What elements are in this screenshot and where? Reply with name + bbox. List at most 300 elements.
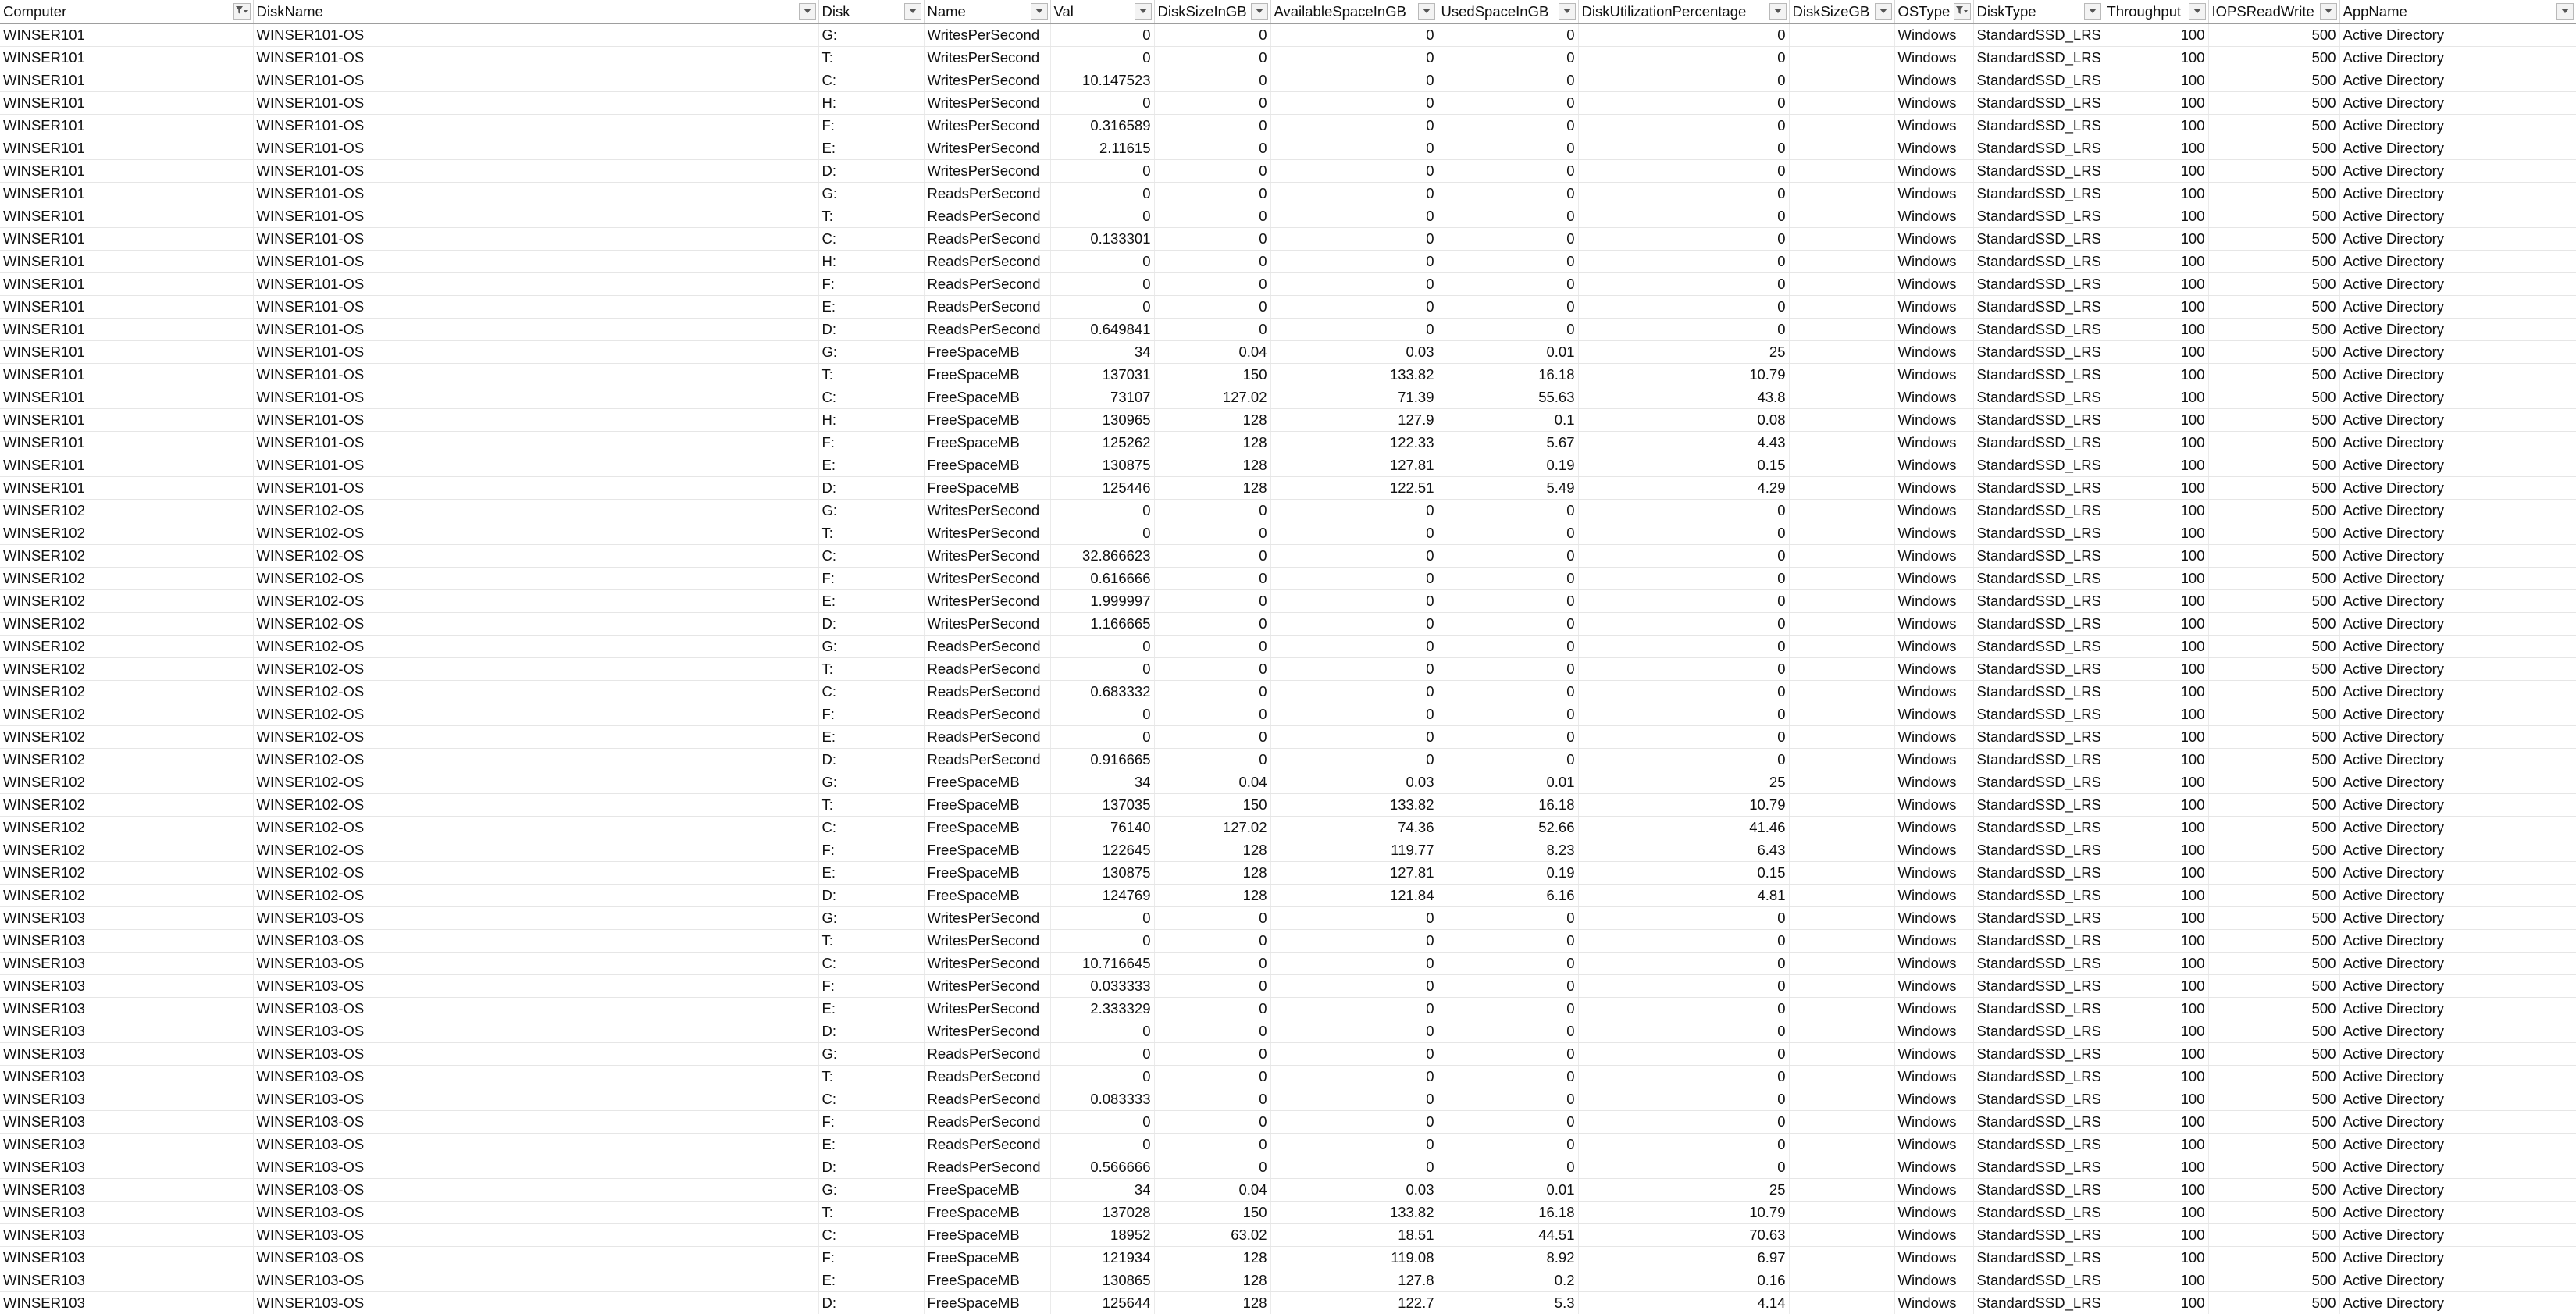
cell-appname[interactable]: Active Directory bbox=[2339, 115, 2576, 137]
cell-disksizeingb[interactable]: 0 bbox=[1154, 115, 1270, 137]
cell-availablespaceingb[interactable]: 18.51 bbox=[1270, 1224, 1438, 1247]
cell-disksizeingb[interactable]: 0 bbox=[1154, 251, 1270, 273]
cell-disksizeingb[interactable]: 0 bbox=[1154, 183, 1270, 205]
cell-disk[interactable]: F: bbox=[818, 703, 924, 726]
cell-diskutilizationpercentage[interactable]: 0 bbox=[1578, 726, 1789, 749]
cell-usedspaceingb[interactable]: 0 bbox=[1438, 228, 1578, 251]
cell-usedspaceingb[interactable]: 8.23 bbox=[1438, 839, 1578, 862]
cell-availablespaceingb[interactable]: 127.9 bbox=[1270, 409, 1438, 432]
cell-name[interactable]: WritesPerSecond bbox=[924, 500, 1050, 522]
cell-disktype[interactable]: StandardSSD_LRS bbox=[1973, 975, 2104, 998]
cell-name[interactable]: WritesPerSecond bbox=[924, 115, 1050, 137]
cell-disktype[interactable]: StandardSSD_LRS bbox=[1973, 998, 2104, 1020]
cell-appname[interactable]: Active Directory bbox=[2339, 160, 2576, 183]
cell-iopsreadwrite[interactable]: 500 bbox=[2208, 23, 2339, 47]
cell-disksizeingb[interactable]: 0 bbox=[1154, 907, 1270, 930]
cell-computer[interactable]: WINSER101 bbox=[0, 273, 253, 296]
cell-val[interactable]: 10.716645 bbox=[1050, 953, 1154, 975]
cell-name[interactable]: ReadsPerSecond bbox=[924, 1156, 1050, 1179]
cell-disksizeingb[interactable]: 0 bbox=[1154, 545, 1270, 568]
cell-diskname[interactable]: WINSER101-OS bbox=[253, 409, 818, 432]
cell-disksizeingb[interactable]: 128 bbox=[1154, 432, 1270, 454]
cell-val[interactable]: 0 bbox=[1050, 273, 1154, 296]
cell-name[interactable]: WritesPerSecond bbox=[924, 613, 1050, 636]
cell-iopsreadwrite[interactable]: 500 bbox=[2208, 681, 2339, 703]
cell-disktype[interactable]: StandardSSD_LRS bbox=[1973, 590, 2104, 613]
cell-disk[interactable]: T: bbox=[818, 205, 924, 228]
cell-ostype[interactable]: Windows bbox=[1894, 817, 1973, 839]
cell-appname[interactable]: Active Directory bbox=[2339, 183, 2576, 205]
cell-ostype[interactable]: Windows bbox=[1894, 590, 1973, 613]
cell-disk[interactable]: D: bbox=[818, 613, 924, 636]
cell-name[interactable]: WritesPerSecond bbox=[924, 590, 1050, 613]
cell-disksizegb[interactable] bbox=[1789, 703, 1894, 726]
cell-diskutilizationpercentage[interactable]: 0 bbox=[1578, 636, 1789, 658]
cell-disksizegb[interactable] bbox=[1789, 47, 1894, 69]
cell-diskname[interactable]: WINSER102-OS bbox=[253, 726, 818, 749]
cell-name[interactable]: ReadsPerSecond bbox=[924, 1066, 1050, 1088]
cell-disk[interactable]: D: bbox=[818, 1020, 924, 1043]
cell-val[interactable]: 0 bbox=[1050, 1134, 1154, 1156]
cell-availablespaceingb[interactable]: 0 bbox=[1270, 1134, 1438, 1156]
cell-availablespaceingb[interactable]: 127.8 bbox=[1270, 1269, 1438, 1292]
cell-availablespaceingb[interactable]: 133.82 bbox=[1270, 364, 1438, 386]
cell-val[interactable]: 0.649841 bbox=[1050, 319, 1154, 341]
cell-computer[interactable]: WINSER102 bbox=[0, 522, 253, 545]
cell-ostype[interactable]: Windows bbox=[1894, 296, 1973, 319]
cell-disktype[interactable]: StandardSSD_LRS bbox=[1973, 771, 2104, 794]
cell-computer[interactable]: WINSER103 bbox=[0, 1224, 253, 1247]
cell-disksizegb[interactable] bbox=[1789, 1269, 1894, 1292]
cell-disksizeingb[interactable]: 0 bbox=[1154, 930, 1270, 953]
cell-val[interactable]: 137031 bbox=[1050, 364, 1154, 386]
cell-appname[interactable]: Active Directory bbox=[2339, 907, 2576, 930]
cell-iopsreadwrite[interactable]: 500 bbox=[2208, 409, 2339, 432]
cell-name[interactable]: ReadsPerSecond bbox=[924, 1043, 1050, 1066]
cell-appname[interactable]: Active Directory bbox=[2339, 862, 2576, 885]
cell-iopsreadwrite[interactable]: 500 bbox=[2208, 273, 2339, 296]
cell-iopsreadwrite[interactable]: 500 bbox=[2208, 862, 2339, 885]
cell-name[interactable]: WritesPerSecond bbox=[924, 137, 1050, 160]
cell-val[interactable]: 0 bbox=[1050, 296, 1154, 319]
cell-computer[interactable]: WINSER103 bbox=[0, 1134, 253, 1156]
cell-iopsreadwrite[interactable]: 500 bbox=[2208, 726, 2339, 749]
cell-computer[interactable]: WINSER103 bbox=[0, 1066, 253, 1088]
cell-throughput[interactable]: 100 bbox=[2104, 1224, 2208, 1247]
cell-diskutilizationpercentage[interactable]: 6.43 bbox=[1578, 839, 1789, 862]
cell-disktype[interactable]: StandardSSD_LRS bbox=[1973, 522, 2104, 545]
cell-usedspaceingb[interactable]: 0 bbox=[1438, 658, 1578, 681]
cell-disksizegb[interactable] bbox=[1789, 613, 1894, 636]
cell-val[interactable]: 0 bbox=[1050, 1066, 1154, 1088]
cell-throughput[interactable]: 100 bbox=[2104, 885, 2208, 907]
cell-usedspaceingb[interactable]: 0.19 bbox=[1438, 862, 1578, 885]
cell-throughput[interactable]: 100 bbox=[2104, 1020, 2208, 1043]
cell-throughput[interactable]: 100 bbox=[2104, 500, 2208, 522]
cell-disksizegb[interactable] bbox=[1789, 1088, 1894, 1111]
cell-appname[interactable]: Active Directory bbox=[2339, 409, 2576, 432]
cell-val[interactable]: 0 bbox=[1050, 726, 1154, 749]
cell-val[interactable]: 125644 bbox=[1050, 1292, 1154, 1314]
cell-disksizegb[interactable] bbox=[1789, 319, 1894, 341]
column-header-disktype[interactable] bbox=[1973, 0, 2104, 23]
cell-iopsreadwrite[interactable]: 500 bbox=[2208, 1224, 2339, 1247]
cell-disksizeingb[interactable]: 0 bbox=[1154, 658, 1270, 681]
cell-diskname[interactable]: WINSER101-OS bbox=[253, 137, 818, 160]
cell-disksizegb[interactable] bbox=[1789, 1179, 1894, 1202]
cell-name[interactable]: ReadsPerSecond bbox=[924, 703, 1050, 726]
cell-appname[interactable]: Active Directory bbox=[2339, 273, 2576, 296]
cell-iopsreadwrite[interactable]: 500 bbox=[2208, 613, 2339, 636]
cell-throughput[interactable]: 100 bbox=[2104, 205, 2208, 228]
cell-ostype[interactable]: Windows bbox=[1894, 1020, 1973, 1043]
cell-disksizegb[interactable] bbox=[1789, 386, 1894, 409]
cell-disktype[interactable]: StandardSSD_LRS bbox=[1973, 92, 2104, 115]
cell-name[interactable]: FreeSpaceMB bbox=[924, 1247, 1050, 1269]
cell-diskutilizationpercentage[interactable]: 0 bbox=[1578, 69, 1789, 92]
cell-computer[interactable]: WINSER103 bbox=[0, 1111, 253, 1134]
cell-disktype[interactable]: StandardSSD_LRS bbox=[1973, 1088, 2104, 1111]
cell-disksizeingb[interactable]: 0 bbox=[1154, 296, 1270, 319]
cell-appname[interactable]: Active Directory bbox=[2339, 590, 2576, 613]
cell-disksizeingb[interactable]: 63.02 bbox=[1154, 1224, 1270, 1247]
cell-disk[interactable]: F: bbox=[818, 1111, 924, 1134]
cell-diskname[interactable]: WINSER103-OS bbox=[253, 1088, 818, 1111]
cell-diskname[interactable]: WINSER102-OS bbox=[253, 500, 818, 522]
cell-usedspaceingb[interactable]: 55.63 bbox=[1438, 386, 1578, 409]
cell-diskutilizationpercentage[interactable]: 0 bbox=[1578, 930, 1789, 953]
cell-disksizeingb[interactable]: 150 bbox=[1154, 1202, 1270, 1224]
cell-iopsreadwrite[interactable]: 500 bbox=[2208, 568, 2339, 590]
cell-availablespaceingb[interactable]: 0.03 bbox=[1270, 1179, 1438, 1202]
column-header-usedspaceingb[interactable] bbox=[1438, 0, 1578, 23]
cell-throughput[interactable]: 100 bbox=[2104, 1043, 2208, 1066]
cell-throughput[interactable]: 100 bbox=[2104, 160, 2208, 183]
cell-computer[interactable]: WINSER101 bbox=[0, 92, 253, 115]
cell-disk[interactable]: E: bbox=[818, 1269, 924, 1292]
cell-availablespaceingb[interactable]: 0 bbox=[1270, 69, 1438, 92]
cell-availablespaceingb[interactable]: 122.51 bbox=[1270, 477, 1438, 500]
cell-throughput[interactable]: 100 bbox=[2104, 1134, 2208, 1156]
cell-disksizegb[interactable] bbox=[1789, 953, 1894, 975]
cell-availablespaceingb[interactable]: 121.84 bbox=[1270, 885, 1438, 907]
cell-appname[interactable]: Active Directory bbox=[2339, 1202, 2576, 1224]
cell-diskname[interactable]: WINSER101-OS bbox=[253, 183, 818, 205]
filter-dropdown-button[interactable] bbox=[1031, 3, 1048, 20]
cell-disksizeingb[interactable]: 0 bbox=[1154, 1020, 1270, 1043]
cell-name[interactable]: ReadsPerSecond bbox=[924, 205, 1050, 228]
cell-availablespaceingb[interactable]: 0 bbox=[1270, 613, 1438, 636]
filter-dropdown-button[interactable] bbox=[2556, 3, 2574, 20]
cell-name[interactable]: FreeSpaceMB bbox=[924, 1292, 1050, 1314]
cell-ostype[interactable]: Windows bbox=[1894, 1156, 1973, 1179]
cell-appname[interactable]: Active Directory bbox=[2339, 1066, 2576, 1088]
cell-disktype[interactable]: StandardSSD_LRS bbox=[1973, 23, 2104, 47]
cell-diskutilizationpercentage[interactable]: 0 bbox=[1578, 613, 1789, 636]
cell-ostype[interactable]: Windows bbox=[1894, 69, 1973, 92]
cell-usedspaceingb[interactable]: 52.66 bbox=[1438, 817, 1578, 839]
cell-disktype[interactable]: StandardSSD_LRS bbox=[1973, 749, 2104, 771]
cell-diskutilizationpercentage[interactable]: 41.46 bbox=[1578, 817, 1789, 839]
cell-computer[interactable]: WINSER102 bbox=[0, 794, 253, 817]
cell-disksizegb[interactable] bbox=[1789, 296, 1894, 319]
cell-appname[interactable]: Active Directory bbox=[2339, 1134, 2576, 1156]
cell-usedspaceingb[interactable]: 0 bbox=[1438, 975, 1578, 998]
cell-disksizeingb[interactable]: 0 bbox=[1154, 1066, 1270, 1088]
cell-val[interactable]: 34 bbox=[1050, 1179, 1154, 1202]
cell-iopsreadwrite[interactable]: 500 bbox=[2208, 319, 2339, 341]
cell-disksizeingb[interactable]: 0 bbox=[1154, 613, 1270, 636]
cell-diskutilizationpercentage[interactable]: 0.08 bbox=[1578, 409, 1789, 432]
cell-name[interactable]: WritesPerSecond bbox=[924, 47, 1050, 69]
column-header-diskutilizationpercentage[interactable] bbox=[1578, 0, 1789, 23]
cell-appname[interactable]: Active Directory bbox=[2339, 296, 2576, 319]
cell-ostype[interactable]: Windows bbox=[1894, 228, 1973, 251]
cell-computer[interactable]: WINSER101 bbox=[0, 341, 253, 364]
cell-disksizegb[interactable] bbox=[1789, 341, 1894, 364]
cell-computer[interactable]: WINSER103 bbox=[0, 1043, 253, 1066]
cell-disk[interactable]: C: bbox=[818, 1224, 924, 1247]
cell-disksizegb[interactable] bbox=[1789, 454, 1894, 477]
cell-val[interactable]: 76140 bbox=[1050, 817, 1154, 839]
cell-appname[interactable]: Active Directory bbox=[2339, 205, 2576, 228]
cell-iopsreadwrite[interactable]: 500 bbox=[2208, 522, 2339, 545]
cell-ostype[interactable]: Windows bbox=[1894, 1134, 1973, 1156]
cell-diskname[interactable]: WINSER102-OS bbox=[253, 522, 818, 545]
cell-availablespaceingb[interactable]: 0 bbox=[1270, 658, 1438, 681]
cell-appname[interactable]: Active Directory bbox=[2339, 477, 2576, 500]
cell-diskutilizationpercentage[interactable]: 0.15 bbox=[1578, 862, 1789, 885]
cell-computer[interactable]: WINSER102 bbox=[0, 636, 253, 658]
cell-diskname[interactable]: WINSER101-OS bbox=[253, 364, 818, 386]
cell-disksizegb[interactable] bbox=[1789, 998, 1894, 1020]
cell-disksizeingb[interactable]: 0 bbox=[1154, 636, 1270, 658]
cell-disktype[interactable]: StandardSSD_LRS bbox=[1973, 137, 2104, 160]
cell-diskutilizationpercentage[interactable]: 0 bbox=[1578, 1020, 1789, 1043]
cell-disktype[interactable]: StandardSSD_LRS bbox=[1973, 930, 2104, 953]
cell-disktype[interactable]: StandardSSD_LRS bbox=[1973, 1202, 2104, 1224]
cell-diskutilizationpercentage[interactable]: 0 bbox=[1578, 749, 1789, 771]
cell-disksizegb[interactable] bbox=[1789, 862, 1894, 885]
cell-disk[interactable]: T: bbox=[818, 47, 924, 69]
cell-ostype[interactable]: Windows bbox=[1894, 613, 1973, 636]
cell-disk[interactable]: G: bbox=[818, 500, 924, 522]
cell-name[interactable]: FreeSpaceMB bbox=[924, 862, 1050, 885]
cell-disk[interactable]: T: bbox=[818, 1066, 924, 1088]
cell-diskutilizationpercentage[interactable]: 0 bbox=[1578, 500, 1789, 522]
cell-computer[interactable]: WINSER102 bbox=[0, 681, 253, 703]
cell-ostype[interactable]: Windows bbox=[1894, 930, 1973, 953]
cell-ostype[interactable]: Windows bbox=[1894, 1269, 1973, 1292]
cell-val[interactable]: 10.147523 bbox=[1050, 69, 1154, 92]
cell-computer[interactable]: WINSER101 bbox=[0, 296, 253, 319]
cell-diskutilizationpercentage[interactable]: 0 bbox=[1578, 273, 1789, 296]
cell-name[interactable]: WritesPerSecond bbox=[924, 1020, 1050, 1043]
cell-disktype[interactable]: StandardSSD_LRS bbox=[1973, 1043, 2104, 1066]
cell-appname[interactable]: Active Directory bbox=[2339, 681, 2576, 703]
cell-computer[interactable]: WINSER101 bbox=[0, 228, 253, 251]
cell-val[interactable]: 124769 bbox=[1050, 885, 1154, 907]
cell-val[interactable]: 0 bbox=[1050, 205, 1154, 228]
cell-val[interactable]: 125262 bbox=[1050, 432, 1154, 454]
cell-availablespaceingb[interactable]: 0 bbox=[1270, 92, 1438, 115]
cell-diskname[interactable]: WINSER103-OS bbox=[253, 1179, 818, 1202]
cell-diskutilizationpercentage[interactable]: 25 bbox=[1578, 341, 1789, 364]
column-header-name[interactable] bbox=[924, 0, 1050, 23]
cell-disksizegb[interactable] bbox=[1789, 771, 1894, 794]
cell-disktype[interactable]: StandardSSD_LRS bbox=[1973, 454, 2104, 477]
cell-disksizeingb[interactable]: 127.02 bbox=[1154, 817, 1270, 839]
cell-disksizeingb[interactable]: 0.04 bbox=[1154, 771, 1270, 794]
cell-name[interactable]: FreeSpaceMB bbox=[924, 386, 1050, 409]
cell-disk[interactable]: F: bbox=[818, 115, 924, 137]
cell-throughput[interactable]: 100 bbox=[2104, 386, 2208, 409]
cell-diskname[interactable]: WINSER103-OS bbox=[253, 1066, 818, 1088]
cell-appname[interactable]: Active Directory bbox=[2339, 1043, 2576, 1066]
cell-val[interactable]: 0.916665 bbox=[1050, 749, 1154, 771]
cell-iopsreadwrite[interactable]: 500 bbox=[2208, 1134, 2339, 1156]
cell-iopsreadwrite[interactable]: 500 bbox=[2208, 296, 2339, 319]
cell-name[interactable]: ReadsPerSecond bbox=[924, 726, 1050, 749]
cell-usedspaceingb[interactable]: 0.19 bbox=[1438, 454, 1578, 477]
cell-computer[interactable]: WINSER103 bbox=[0, 953, 253, 975]
cell-iopsreadwrite[interactable]: 500 bbox=[2208, 500, 2339, 522]
cell-disksizeingb[interactable]: 0 bbox=[1154, 23, 1270, 47]
cell-appname[interactable]: Active Directory bbox=[2339, 92, 2576, 115]
cell-name[interactable]: WritesPerSecond bbox=[924, 907, 1050, 930]
cell-ostype[interactable]: Windows bbox=[1894, 907, 1973, 930]
cell-disksizeingb[interactable]: 128 bbox=[1154, 1247, 1270, 1269]
cell-disktype[interactable]: StandardSSD_LRS bbox=[1973, 817, 2104, 839]
cell-diskname[interactable]: WINSER102-OS bbox=[253, 839, 818, 862]
cell-diskutilizationpercentage[interactable]: 43.8 bbox=[1578, 386, 1789, 409]
cell-iopsreadwrite[interactable]: 500 bbox=[2208, 839, 2339, 862]
cell-diskname[interactable]: WINSER101-OS bbox=[253, 386, 818, 409]
cell-computer[interactable]: WINSER103 bbox=[0, 1156, 253, 1179]
cell-appname[interactable]: Active Directory bbox=[2339, 386, 2576, 409]
cell-diskutilizationpercentage[interactable]: 0 bbox=[1578, 545, 1789, 568]
cell-disk[interactable]: G: bbox=[818, 1043, 924, 1066]
cell-disktype[interactable]: StandardSSD_LRS bbox=[1973, 477, 2104, 500]
cell-diskutilizationpercentage[interactable]: 0 bbox=[1578, 1043, 1789, 1066]
cell-diskname[interactable]: WINSER103-OS bbox=[253, 1156, 818, 1179]
cell-disk[interactable]: E: bbox=[818, 454, 924, 477]
cell-diskutilizationpercentage[interactable]: 25 bbox=[1578, 1179, 1789, 1202]
cell-availablespaceingb[interactable]: 127.81 bbox=[1270, 862, 1438, 885]
cell-val[interactable]: 137028 bbox=[1050, 1202, 1154, 1224]
cell-throughput[interactable]: 100 bbox=[2104, 613, 2208, 636]
cell-computer[interactable]: WINSER103 bbox=[0, 1247, 253, 1269]
cell-computer[interactable]: WINSER101 bbox=[0, 251, 253, 273]
cell-appname[interactable]: Active Directory bbox=[2339, 794, 2576, 817]
cell-diskname[interactable]: WINSER101-OS bbox=[253, 341, 818, 364]
cell-disksizegb[interactable] bbox=[1789, 23, 1894, 47]
cell-diskutilizationpercentage[interactable]: 4.29 bbox=[1578, 477, 1789, 500]
cell-usedspaceingb[interactable]: 0 bbox=[1438, 636, 1578, 658]
cell-usedspaceingb[interactable]: 0 bbox=[1438, 273, 1578, 296]
cell-disksizegb[interactable] bbox=[1789, 1224, 1894, 1247]
cell-disktype[interactable]: StandardSSD_LRS bbox=[1973, 545, 2104, 568]
filter-dropdown-button[interactable] bbox=[1559, 3, 1576, 20]
column-header-computer[interactable] bbox=[0, 0, 253, 23]
cell-name[interactable]: FreeSpaceMB bbox=[924, 885, 1050, 907]
cell-iopsreadwrite[interactable]: 500 bbox=[2208, 1179, 2339, 1202]
column-header-throughput[interactable] bbox=[2104, 0, 2208, 23]
cell-disktype[interactable]: StandardSSD_LRS bbox=[1973, 273, 2104, 296]
cell-availablespaceingb[interactable]: 0 bbox=[1270, 681, 1438, 703]
cell-availablespaceingb[interactable]: 0 bbox=[1270, 1111, 1438, 1134]
cell-diskname[interactable]: WINSER103-OS bbox=[253, 1247, 818, 1269]
cell-name[interactable]: FreeSpaceMB bbox=[924, 1179, 1050, 1202]
cell-usedspaceingb[interactable]: 0 bbox=[1438, 296, 1578, 319]
cell-computer[interactable]: WINSER102 bbox=[0, 771, 253, 794]
cell-name[interactable]: ReadsPerSecond bbox=[924, 1134, 1050, 1156]
cell-ostype[interactable]: Windows bbox=[1894, 47, 1973, 69]
cell-val[interactable]: 0 bbox=[1050, 1043, 1154, 1066]
cell-ostype[interactable]: Windows bbox=[1894, 364, 1973, 386]
cell-appname[interactable]: Active Directory bbox=[2339, 1179, 2576, 1202]
cell-diskutilizationpercentage[interactable]: 0 bbox=[1578, 590, 1789, 613]
cell-disk[interactable]: G: bbox=[818, 341, 924, 364]
cell-ostype[interactable]: Windows bbox=[1894, 500, 1973, 522]
cell-name[interactable]: WritesPerSecond bbox=[924, 545, 1050, 568]
cell-throughput[interactable]: 100 bbox=[2104, 228, 2208, 251]
cell-diskname[interactable]: WINSER101-OS bbox=[253, 115, 818, 137]
cell-throughput[interactable]: 100 bbox=[2104, 953, 2208, 975]
cell-name[interactable]: FreeSpaceMB bbox=[924, 409, 1050, 432]
cell-diskutilizationpercentage[interactable]: 0 bbox=[1578, 658, 1789, 681]
cell-disksizegb[interactable] bbox=[1789, 817, 1894, 839]
cell-disk[interactable]: E: bbox=[818, 726, 924, 749]
column-header-ostype[interactable] bbox=[1894, 0, 1973, 23]
cell-appname[interactable]: Active Directory bbox=[2339, 1247, 2576, 1269]
cell-name[interactable]: WritesPerSecond bbox=[924, 930, 1050, 953]
cell-throughput[interactable]: 100 bbox=[2104, 568, 2208, 590]
cell-ostype[interactable]: Windows bbox=[1894, 92, 1973, 115]
cell-throughput[interactable]: 100 bbox=[2104, 454, 2208, 477]
cell-diskname[interactable]: WINSER103-OS bbox=[253, 930, 818, 953]
cell-computer[interactable]: WINSER102 bbox=[0, 658, 253, 681]
cell-disksizegb[interactable] bbox=[1789, 749, 1894, 771]
cell-disk[interactable]: C: bbox=[818, 69, 924, 92]
cell-val[interactable]: 0 bbox=[1050, 522, 1154, 545]
cell-disksizegb[interactable] bbox=[1789, 1020, 1894, 1043]
cell-val[interactable]: 32.866623 bbox=[1050, 545, 1154, 568]
cell-iopsreadwrite[interactable]: 500 bbox=[2208, 590, 2339, 613]
cell-iopsreadwrite[interactable]: 500 bbox=[2208, 364, 2339, 386]
cell-iopsreadwrite[interactable]: 500 bbox=[2208, 115, 2339, 137]
cell-disktype[interactable]: StandardSSD_LRS bbox=[1973, 432, 2104, 454]
cell-disk[interactable]: D: bbox=[818, 1292, 924, 1314]
cell-computer[interactable]: WINSER101 bbox=[0, 205, 253, 228]
cell-diskutilizationpercentage[interactable]: 0 bbox=[1578, 1111, 1789, 1134]
cell-disk[interactable]: T: bbox=[818, 522, 924, 545]
cell-ostype[interactable]: Windows bbox=[1894, 726, 1973, 749]
cell-availablespaceingb[interactable]: 0 bbox=[1270, 703, 1438, 726]
cell-availablespaceingb[interactable]: 0 bbox=[1270, 205, 1438, 228]
cell-usedspaceingb[interactable]: 0 bbox=[1438, 953, 1578, 975]
cell-usedspaceingb[interactable]: 16.18 bbox=[1438, 1202, 1578, 1224]
cell-disksizegb[interactable] bbox=[1789, 590, 1894, 613]
cell-diskutilizationpercentage[interactable]: 0 bbox=[1578, 1156, 1789, 1179]
cell-throughput[interactable]: 100 bbox=[2104, 92, 2208, 115]
cell-usedspaceingb[interactable]: 0 bbox=[1438, 545, 1578, 568]
cell-usedspaceingb[interactable]: 0 bbox=[1438, 1111, 1578, 1134]
cell-disksizegb[interactable] bbox=[1789, 160, 1894, 183]
cell-disktype[interactable]: StandardSSD_LRS bbox=[1973, 1292, 2104, 1314]
cell-throughput[interactable]: 100 bbox=[2104, 69, 2208, 92]
cell-throughput[interactable]: 100 bbox=[2104, 794, 2208, 817]
